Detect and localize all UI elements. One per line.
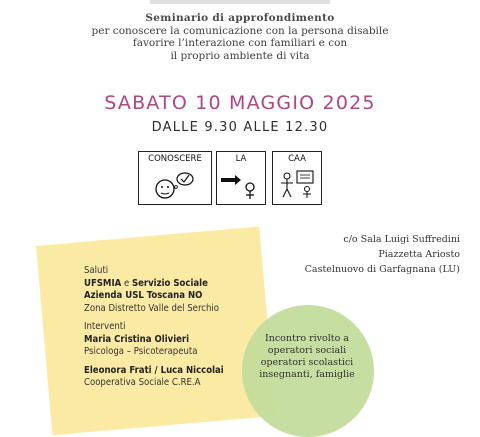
intro-line-2: favorire l’interazione con familiari e con <box>132 37 348 49</box>
symbol-label-conoscere: CONOSCERE <box>148 154 202 164</box>
speaker-1-name: Maria Cristina Olivieri <box>84 333 190 345</box>
speaker-2-role: Cooperativa Sociale C.RE.A <box>84 377 201 388</box>
venue-line-2: Piazzetta Ariosto <box>378 249 460 260</box>
saluti-title: Saluti <box>84 265 109 276</box>
event-date: SABATO 10 MAGGIO 2025 <box>104 92 376 114</box>
audience-block <box>252 333 362 381</box>
interventi-title: Interventi <box>84 321 126 332</box>
audience-line-2: operatori sociali <box>267 345 347 356</box>
seminar-heading: Seminario di approfondimento <box>145 12 335 24</box>
saluti-org-1 <box>84 278 284 291</box>
speaker-2-name: Eleonora Frati / Luca Niccolai <box>84 364 224 376</box>
saluti-zone: Zona Distretto Valle del Serchio <box>84 302 219 314</box>
audience-line-1: Incontro rivolto a <box>264 333 350 344</box>
symbol-label-la: LA <box>235 154 247 164</box>
symbol-label-caa: CAA <box>288 154 306 164</box>
intro-line-1: per conoscere la comunicazione con la persona disabile <box>91 24 389 37</box>
venue-line-3: Castelnuovo di Garfagnana (LU) <box>304 264 460 275</box>
org-conjunction: e <box>121 277 132 289</box>
venue-prefix: c/o <box>343 234 361 245</box>
saluti-org-2: Azienda USL Toscana NO <box>84 290 203 301</box>
org-servizio-sociale: Servizio Sociale <box>131 277 208 289</box>
symbol-card-la <box>216 151 266 205</box>
communication-people-icon <box>273 167 321 205</box>
top-decorative-bar <box>150 0 330 4</box>
audience-line-3: operatori scolastici <box>260 357 354 368</box>
article-female-icon <box>217 167 265 205</box>
org-ufsmia: UFSMIA <box>84 277 122 289</box>
venue-line-1 <box>305 232 460 247</box>
symbol-card-conoscere <box>138 151 212 205</box>
audience-line-4: insegnanti, famiglie <box>259 369 355 380</box>
face-thinking-icon <box>139 167 211 205</box>
venue-block <box>305 232 460 277</box>
symbol-card-caa <box>272 151 322 205</box>
speaker-1-role: Psicologa – Psicoterapeuta <box>84 346 198 357</box>
intro-block <box>60 12 420 62</box>
venue-hall: Sala Luigi Suffredini <box>360 234 460 245</box>
intro-line-3: il proprio ambiente di vita <box>170 49 310 62</box>
event-time: DALLE 9.30 ALLE 12.30 <box>151 120 329 135</box>
